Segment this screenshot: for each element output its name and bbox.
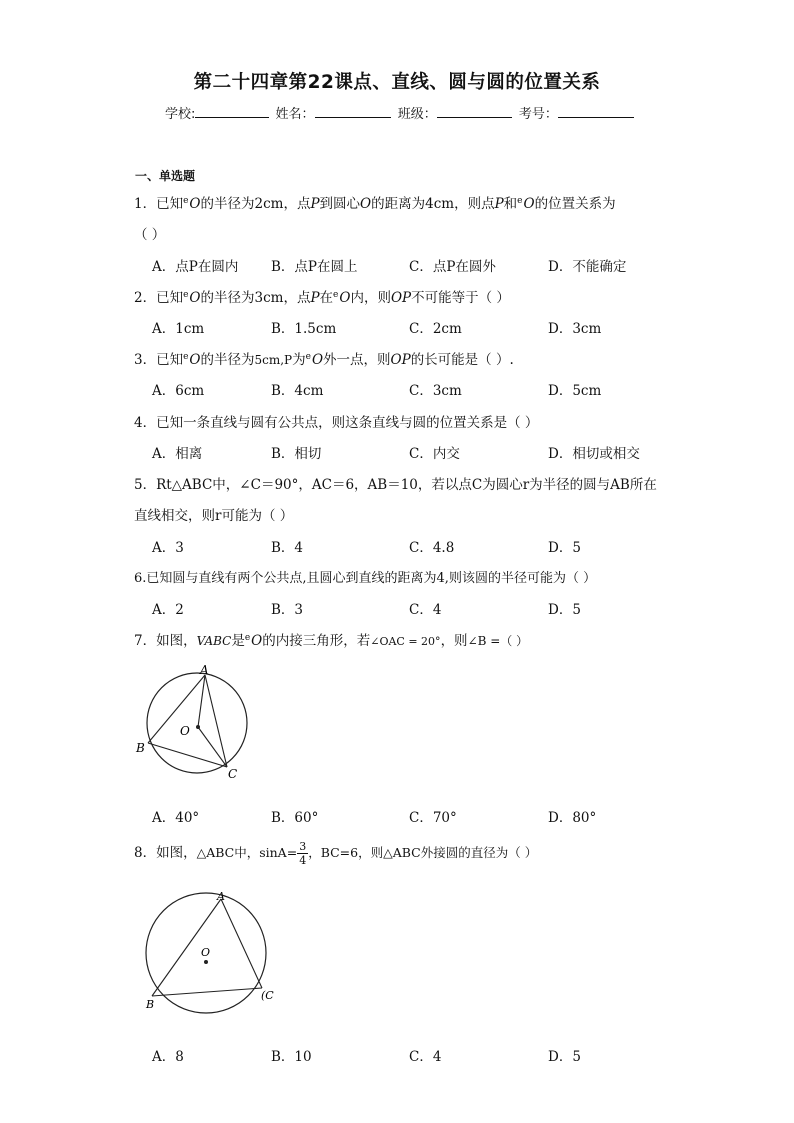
q5-option-c[interactable]: C．4.8	[409, 540, 455, 556]
q7-text: VABC	[196, 634, 232, 648]
q7-text: ∠OAC = 20°	[370, 635, 441, 648]
q1-text: 1．已知	[134, 196, 184, 212]
question-1	[134, 192, 616, 212]
name-label: 姓名：	[275, 107, 315, 122]
q8-option-c[interactable]: C．4	[409, 1049, 442, 1065]
q2-text: 在	[319, 290, 334, 306]
q6-option-d[interactable]: D．5	[548, 602, 581, 618]
number-blank[interactable]	[558, 105, 634, 118]
o-symbol: O	[311, 352, 324, 368]
circle-symbol: e	[183, 351, 189, 362]
q2-text: 不可能等于（ ）	[411, 290, 510, 306]
q8-figure	[138, 888, 278, 1018]
o-symbol: O	[251, 633, 263, 649]
q2-option-a[interactable]: A．1cm	[152, 321, 205, 337]
op-symbol: OP	[390, 290, 412, 306]
q2-text: 内，则	[350, 290, 391, 306]
q1-text: 的半径为2cm，点	[200, 196, 311, 212]
name-blank[interactable]	[315, 105, 391, 118]
question-8	[134, 840, 537, 867]
class-blank[interactable]	[437, 105, 512, 118]
q7-label-b: B	[136, 741, 145, 755]
circle-symbol: e	[333, 289, 339, 300]
question-5-line-2: 直线相交，则r可能为（ ）	[134, 508, 294, 524]
op-symbol: OP	[390, 352, 411, 368]
question-4: 4．已知一条直线与圆有公共点，则这条直线与圆的位置关系是（ ）	[134, 415, 539, 431]
q7-center-point	[196, 725, 200, 729]
q3-text: 为	[292, 352, 306, 368]
q7-option-b[interactable]: B．60°	[271, 810, 319, 826]
q8-label-b: B	[146, 998, 155, 1011]
q4-option-a[interactable]: A．相离	[152, 446, 203, 462]
q2-text: 的半径为3cm，点	[200, 290, 311, 306]
q3-option-d[interactable]: D．5cm	[548, 383, 602, 399]
q2-option-d[interactable]: D．3cm	[548, 321, 602, 337]
q8-label-o: O	[201, 946, 211, 959]
q6-option-c[interactable]: C．4	[409, 602, 442, 618]
fraction-numerator: 3	[299, 840, 307, 853]
number-label: 考号：	[518, 107, 558, 122]
q4-option-d[interactable]: D．相切或相交	[548, 446, 640, 462]
q2-option-c[interactable]: C．2cm	[409, 321, 462, 337]
q5-option-b[interactable]: B．4	[271, 540, 304, 556]
student-info-line	[165, 103, 634, 122]
q7-option-d[interactable]: D．80°	[548, 810, 597, 826]
circle-symbol: e	[244, 632, 251, 643]
section-heading: 一、单选题	[135, 169, 196, 183]
q3-text: 外一点，则	[323, 352, 391, 368]
q7-text: 是	[231, 633, 245, 649]
q4-option-c[interactable]: C．内交	[409, 446, 460, 462]
q8-label-c: (C	[261, 989, 274, 1002]
p-symbol: P	[310, 290, 320, 306]
q7-text: ∠B =（ ）	[467, 634, 529, 648]
q1-text: 的距离为4cm，则点	[371, 196, 495, 212]
q3-text: 的长可能是（ ）.	[410, 352, 514, 368]
q1-option-b[interactable]: B．点P在圆上	[271, 259, 358, 275]
q8-option-a[interactable]: A．8	[152, 1049, 184, 1065]
q8-label-a: A	[217, 890, 225, 903]
q1-option-a[interactable]: A．点P在圆内	[152, 259, 239, 275]
question-3	[134, 348, 514, 368]
school-blank[interactable]	[195, 105, 269, 118]
q7-text: 的内接三角形，若	[262, 633, 371, 649]
q8-text: 8．如图，	[134, 845, 197, 861]
q6-option-a[interactable]: A．2	[152, 602, 184, 618]
question-5-line-1: 5．Rt△ABC中，∠C＝90°，AC＝6，AB＝10，若以点C为圆心r为半径的圆与AB所在	[134, 477, 657, 493]
q1-option-c[interactable]: C．点P在圆外	[409, 259, 496, 275]
q1-answer-bracket: （ ）	[134, 227, 166, 243]
q3-option-a[interactable]: A．6cm	[152, 383, 205, 399]
q8-center-point	[204, 960, 208, 964]
q5-option-a[interactable]: A．3	[152, 540, 184, 556]
o-symbol: O	[189, 290, 201, 306]
o-symbol: O	[189, 352, 201, 368]
q8-fraction	[297, 840, 308, 867]
fraction-denominator: 4	[299, 854, 307, 867]
q7-figure	[130, 660, 260, 780]
page-title: 第二十四章第22课点、直线、圆与圆的位置关系	[193, 72, 601, 93]
school-label: 学校:	[165, 107, 196, 122]
circle-symbol: e	[305, 351, 311, 362]
question-2	[134, 286, 510, 306]
q1-text: 和	[503, 196, 518, 212]
q7-label-o: O	[180, 724, 190, 738]
q7-label-a: A	[200, 663, 209, 677]
q6-option-b[interactable]: B．3	[271, 602, 304, 618]
class-label: 班级：	[397, 107, 437, 122]
q7-option-c[interactable]: C．70°	[409, 810, 457, 826]
circle-symbol: e	[183, 289, 189, 300]
q2-text: 2．已知	[134, 290, 184, 306]
question-7	[134, 629, 528, 649]
q3-option-b[interactable]: B．4cm	[271, 383, 324, 399]
q4-option-b[interactable]: B．相切	[271, 446, 322, 462]
p-symbol: P	[310, 196, 320, 212]
q7-label-c: C	[228, 767, 238, 780]
q7-text: ，则	[440, 633, 468, 649]
q7-text: 7．如图，	[134, 633, 197, 649]
o-symbol: O	[523, 196, 535, 212]
q7-option-a[interactable]: A．40°	[152, 810, 200, 826]
p-symbol: P	[494, 196, 504, 212]
q3-text: 3．已知	[134, 352, 184, 368]
circle-symbol: e	[517, 195, 523, 206]
circle-symbol: e	[183, 195, 189, 206]
q1-option-d[interactable]: D．不能确定	[548, 259, 627, 275]
o-symbol: O	[360, 196, 372, 212]
q8-text: ，BC=6，则△ABC外接圆的直径为（ ）	[308, 845, 538, 860]
q8-option-d[interactable]: D．5	[548, 1049, 581, 1065]
q1-text: 到圆心	[319, 196, 361, 212]
q3-text: 5cm,P	[254, 353, 293, 367]
q8-option-b[interactable]: B．10	[271, 1049, 312, 1065]
q3-text: 的半径为	[200, 352, 255, 368]
q1-text: 的位置关系为	[534, 196, 616, 212]
q8-text: △ABC中，sinA=	[196, 845, 298, 860]
q3-option-c[interactable]: C．3cm	[409, 383, 462, 399]
question-6: 6.已知圆与直线有两个公共点,且圆心到直线的距离为4,则该圆的半径可能为（ ）	[134, 571, 597, 586]
o-symbol: O	[339, 290, 351, 306]
q2-option-b[interactable]: B．1.5cm	[271, 321, 337, 337]
q5-option-d[interactable]: D．5	[548, 540, 581, 556]
o-symbol: O	[189, 196, 201, 212]
